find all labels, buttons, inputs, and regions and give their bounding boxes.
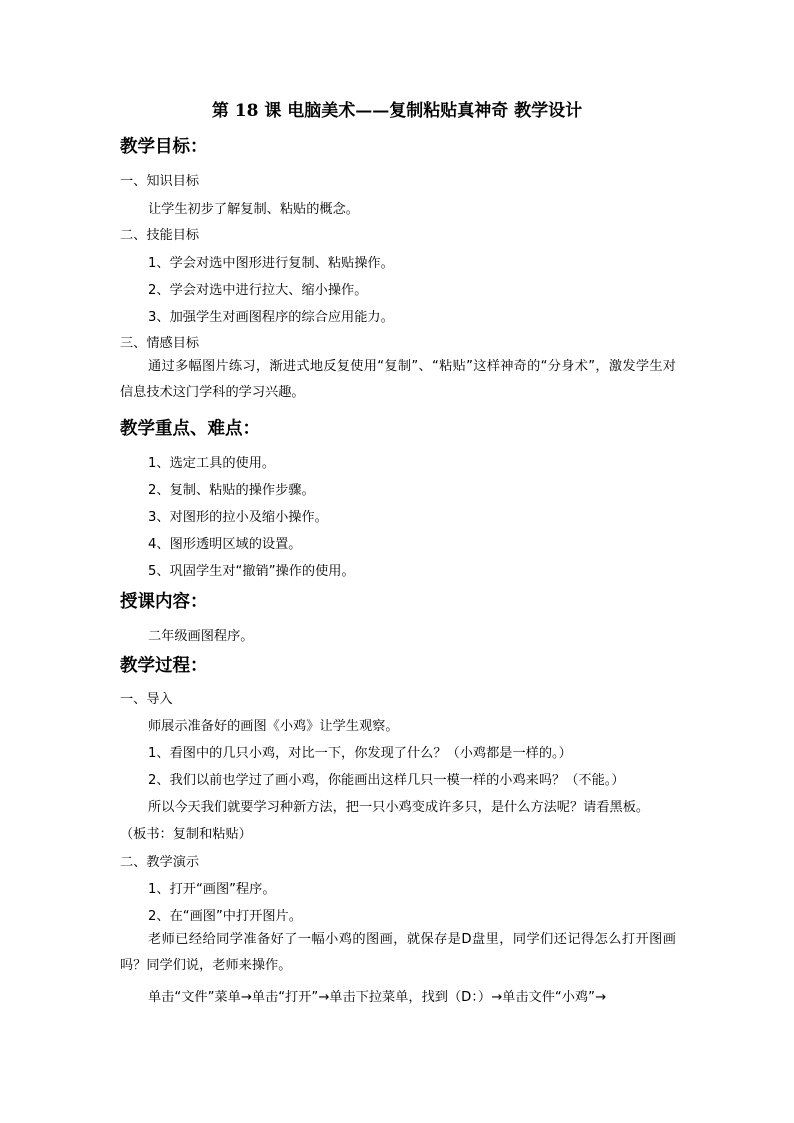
- intro-line: 2、我们以前也学过了画小鸡，你能画出这样几只一模一样的小鸡来吗？（不能。）: [148, 773, 625, 788]
- key-points-heading: 教学重点、难点：: [120, 419, 260, 439]
- demo-last-line: 单击“文件”菜单→单击“打开”→单击下拉菜单，找到（D：）→单击文件“小鸡”→: [148, 990, 606, 1005]
- demo-heading: 二、教学演示: [120, 855, 200, 870]
- board-note: （板书：复制和粘贴）: [120, 827, 252, 842]
- key-point-item: 4、图形透明区域的设置。: [148, 537, 302, 552]
- intro-line: 所以今天我们就要学习种新方法，把一只小鸡变成许多只，是什么方法呢？请看黑板。: [148, 800, 650, 815]
- document-title: 第 18 课 电脑美术——复制粘贴真神奇 教学设计: [211, 101, 583, 121]
- skills-goal-item: 3、加强学生对画图程序的综合应用能力。: [148, 310, 394, 325]
- goals-heading: 教学目标：: [120, 137, 208, 157]
- skills-goal-heading: 二、技能目标: [120, 228, 200, 243]
- intro-line: 1、看图中的几只小鸡，对比一下，你发现了什么？（小鸡都是一样的。）: [148, 746, 572, 761]
- key-point-item: 2、复制、粘贴的操作步骤。: [148, 483, 315, 498]
- content-heading: 授课内容：: [120, 592, 208, 612]
- intro-heading: 一、导入: [120, 692, 173, 707]
- skills-goal-item: 2、学会对选中进行拉大、缩小操作。: [148, 283, 368, 298]
- demo-line: 2、在“画图”中打开图片。: [148, 909, 302, 924]
- key-point-item: 3、对图形的拉小及缩小操作。: [148, 510, 328, 525]
- emotion-goal-heading: 三、情感目标: [120, 336, 200, 351]
- knowledge-goal-heading: 一、知识目标: [120, 174, 200, 189]
- demo-line: 1、打开“画图”程序。: [148, 882, 276, 897]
- key-point-item: 5、巩固学生对“撤销”操作的使用。: [148, 564, 355, 579]
- emotion-goal-text: 通过多幅图片练习，渐进式地反复使用“复制”、“粘贴”这样神奇的“分身术”，激发学生对信息技术这门学科的学习兴趣。: [120, 359, 676, 400]
- process-heading: 教学过程：: [120, 656, 208, 676]
- skills-goal-item: 1、学会对选中图形进行复制、粘贴操作。: [148, 256, 394, 271]
- demo-paragraph: 老师已经给同学准备好了一幅小鸡的图画，就保存是D盘里，同学们还记得怎么打开图画吗？同学们说，老师来操作。: [120, 932, 676, 973]
- intro-line: 师展示准备好的画图《小鸡》让学生观察。: [148, 719, 399, 734]
- key-point-item: 1、选定工具的使用。: [148, 456, 276, 471]
- knowledge-goal-text: 让学生初步了解复制、粘贴的概念。: [148, 202, 359, 217]
- content-text: 二年级画图程序。: [148, 629, 254, 644]
